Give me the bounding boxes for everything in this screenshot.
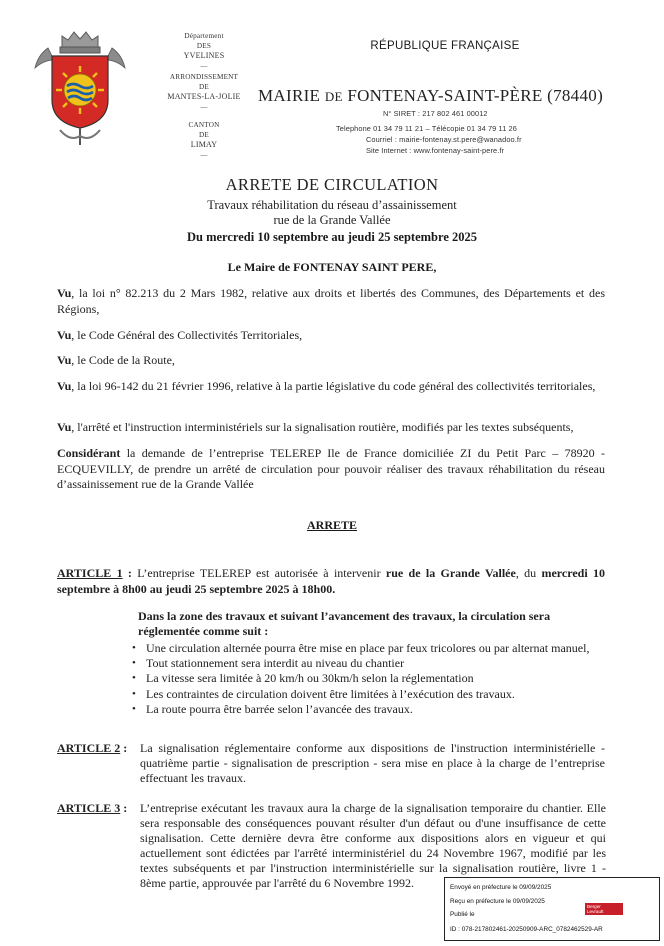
article-1-dates: mercredi 10 septembre à 8h00 au jeudi 25 septembre 2025 à 18h00.	[57, 566, 605, 596]
list-item: • Une circulation alternée pourra être mise en place par feux tricolores ou par alternat manuel,	[132, 641, 607, 656]
title-subtitle-2: rue de la Grande Vallée	[273, 213, 391, 227]
mairie-de: DE	[324, 89, 343, 104]
article-2-label-block	[57, 741, 137, 757]
article-3-label: ARTICLE 3	[57, 801, 121, 815]
vu-paragraph-1	[57, 286, 605, 317]
divider-dash: —	[200, 61, 208, 70]
telephone: Telephone 01 34 79 11 21 – Télécopie 01 34 79 11 26	[336, 124, 517, 133]
divider-dash: —	[200, 150, 208, 159]
logo-line-1: Berger	[587, 904, 601, 909]
article-1-street: rue de la Grande Vallée	[385, 566, 516, 580]
canton-de: DE	[199, 130, 209, 139]
vu-text: , l'arrêté et l'instruction interministériels sur la signalisation routière, modifiés par les textes subséquents,	[71, 420, 574, 434]
vu-paragraph-3	[57, 353, 605, 369]
vu-paragraph-4	[57, 379, 605, 395]
vu-label: Vu	[57, 286, 72, 300]
maire-line: Le Maire de FONTENAY SAINT PERE,	[227, 260, 437, 274]
article-3-label-block	[57, 801, 137, 817]
list-item: • La route pourra être barrée selon l’avancée des travaux.	[132, 702, 607, 717]
list-item: • Les contraintes de circulation doivent être limitées à l’exécution des travaux.	[132, 687, 607, 702]
zone-heading-text: Dans la zone des travaux et suivant l’avancement des travaux, la circulation sera réglementée comme suit :	[138, 609, 551, 638]
vu-paragraph-5	[57, 420, 605, 436]
arrete-heading: ARRETE	[306, 518, 357, 532]
considerant-paragraph	[57, 446, 605, 493]
departement-des: DES	[196, 41, 212, 50]
admin-departement	[148, 32, 260, 70]
arrondissement-de: DE	[199, 82, 209, 91]
stamp-recu: Reçu en préfecture le 09/09/2025	[450, 898, 545, 905]
vu-paragraph-2	[57, 328, 605, 344]
vu-label: Vu	[57, 353, 72, 367]
article-1-label: ARTICLE 1	[57, 566, 123, 580]
vu-text: , la loi 96-142 du 21 février 1996, relative à la partie législative du code général des collectivités territoriales,	[71, 379, 596, 393]
page-title: ARRETE DE CIRCULATION	[225, 175, 439, 194]
canton-label: CANTON	[188, 121, 220, 129]
vu-label: Vu	[57, 328, 72, 342]
article-1-text-a: L’entreprise TELEREP est autorisée à intervenir	[131, 566, 386, 580]
article-colon: :	[120, 741, 128, 755]
list-item: • Tout stationnement sera interdit au niveau du chantier	[132, 656, 607, 671]
vu-text: , le Code Général des Collectivités Territoriales,	[71, 328, 303, 342]
stamp-envoye: Envoyé en préfecture le 09/09/2025	[450, 884, 552, 891]
courriel: Courriel : mairie-fontenay.st.pere@wanadoo.fr	[366, 135, 522, 144]
vu-text: , le Code de la Route,	[71, 353, 175, 367]
coat-of-arms-icon	[30, 30, 130, 150]
arrondissement-label: ARRONDISSEMENT	[169, 73, 239, 81]
admin-canton	[148, 121, 260, 159]
berger-levrault-logo	[585, 903, 623, 915]
article-2-text: La signalisation réglementaire conforme aux dispositions de l'instruction interministérielle - quatrième partie - signalisation de prescription - sera mise en place à la charge de l’entreprise effectuant les travaux.	[140, 741, 605, 785]
zone-heading	[138, 609, 604, 639]
arrondissement-name: MANTES-LA-JOLIE	[167, 92, 241, 101]
departement-label: Département	[184, 32, 224, 40]
regulation-list	[132, 641, 607, 717]
vu-text: , la loi n° 82.213 du 2 Mars 1982, relative aux droits et libertés des Communes, des Départements et des Régions,	[57, 286, 605, 316]
prefecture-stamp	[444, 877, 660, 941]
site-internet: Site Internet : www.fontenay-saint-pere.fr	[366, 146, 505, 155]
vu-label: Vu	[57, 379, 72, 393]
article-colon: :	[122, 566, 132, 580]
article-3-text: L’entreprise exécutant les travaux aura la charge de la signalisation temporaire du chantier. Elle sera responsable des conséquences pouvant résulter d'un défaut ou d'une insuffisance de cette signalisation. Cette dernière devra être conforme aux dispositions alors en vigueur et qui actuellement sont édictées par l'arrêté interministériel du 24 Novembre 1967, modifié par les textes subséquents et par l'instruction interministérielle sur la signalisation routière, livre 1 - 8ème partie, approuvée par l'arrêté du 6 Novembre 1992.	[140, 801, 606, 890]
admin-arrondissement	[148, 73, 260, 111]
stamp-id: ID : 078-217802461-20250909-ARC_0782462529-AR	[450, 926, 603, 933]
siret: N° SIRET : 217 802 461 00012	[383, 109, 488, 118]
mairie-heading	[258, 86, 638, 106]
canton-name: LIMAY	[190, 140, 218, 149]
republique-francaise: RÉPUBLIQUE FRANÇAISE	[370, 40, 520, 52]
departement-name: YVELINES	[183, 51, 225, 60]
article-colon: :	[120, 801, 128, 815]
considerant-text: la demande de l’entreprise TELEREP Ile de France domiciliée ZI du Petit Parc – 78920 - ECQUEVILLY, de prendre un arrêté de circulation pour pouvoir réaliser des travaux réhabilitation du réseau d’assainissement rue de la Grande Vallée	[57, 446, 605, 491]
considerant-label: Considérant	[57, 446, 121, 460]
vu-label: Vu	[57, 420, 72, 434]
logo-line-2: Levrault	[587, 909, 604, 915]
stamp-publie: Publié le	[450, 911, 475, 918]
article-1	[57, 566, 605, 597]
article-2-label: ARTICLE 2	[57, 741, 121, 755]
title-dates: Du mercredi 10 septembre au jeudi 25 septembre 2025	[186, 230, 477, 244]
title-subtitle-1: Travaux réhabilitation du réseau d’assainissement	[207, 198, 457, 212]
mairie-name: FONTENAY-SAINT-PÈRE (78440)	[347, 86, 604, 105]
divider-dash: —	[200, 102, 208, 111]
article-1-text-b: , du	[515, 566, 542, 580]
list-item: • La vitesse sera limitée à 20 km/h ou 30km/h selon la réglementation	[132, 671, 607, 686]
mairie-prefix: MAIRIE	[258, 86, 321, 105]
